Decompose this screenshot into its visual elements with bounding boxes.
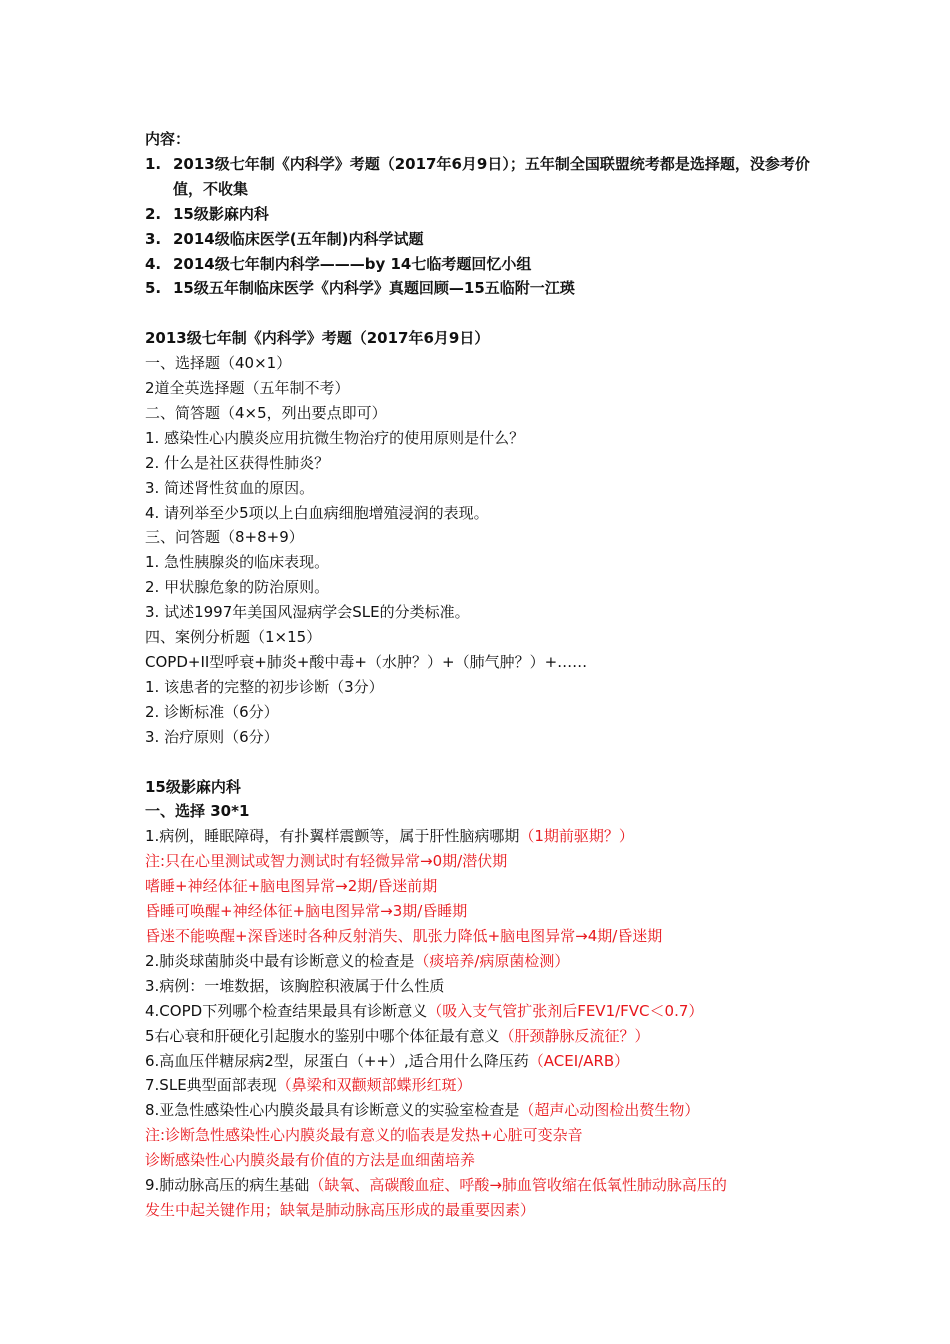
subsection-title: 一、选择 30*1 — [145, 802, 250, 821]
question-line: 6.高血压伴糖尿病2型，尿蛋白（++）,适合用什么降压药（ACEI/ARB） — [145, 1051, 630, 1070]
text-line: 3. 试述1997年美国风湿病学会SLE的分类标准。 — [145, 603, 470, 622]
text-line: 二、简答题（4×5，列出要点即可） — [145, 403, 387, 422]
answer-text: （ACEI/ARB） — [528, 1051, 630, 1070]
text-line: 3. 治疗原则（6分） — [145, 727, 279, 746]
answer-text: （1期前驱期？） — [519, 827, 634, 846]
answer-text: （鼻梁和双颧颊部蝶形红斑） — [276, 1076, 472, 1095]
section-title-2013: 2013级七年制《内科学》考题（2017年6月9日） — [145, 329, 490, 348]
note-line: 昏睡可唤醒+神经体征+脑电图异常→3期/昏睡期 — [145, 902, 468, 921]
question-line: 9.肺动脉高压的病生基础（缺氧、高碳酸血症、呼酸→肺血管收缩在低氧性肺动脉高压的 — [145, 1176, 727, 1195]
note-line: 嗜睡+神经体征+脑电图异常→2期/昏迷前期 — [145, 877, 438, 896]
answer-text: （肝颈静脉反流征？） — [499, 1026, 650, 1045]
question-line: 1.病例，睡眠障碍，有扑翼样震颤等，属于肝性脑病哪期（1期前驱期？） — [145, 827, 634, 846]
question-line: 8.亚急性感染性心内膜炎最具有诊断意义的实验室检查是（超声心动图检出赘生物） — [145, 1101, 700, 1120]
text-line: 1. 感染性心内膜炎应用抗微生物治疗的使用原则是什么？ — [145, 428, 525, 447]
text-line: COPD+II型呼衰+肺炎+酸中毒+（水肿？）+（肺气肿？）+…… — [145, 653, 588, 672]
spacer — [145, 750, 825, 775]
note-line: 诊断感染性心内膜炎最有价值的方法是血细菌培养 — [145, 1151, 476, 1170]
answer-text: （吸入支气管扩张剂后FEV1/FVC＜0.7） — [427, 1001, 704, 1020]
toc-item: 2. 15级影麻内科 — [145, 204, 269, 223]
toc-list — [145, 152, 825, 301]
note-line: 昏迷不能唤醒+深昏迷时各种反射消失、肌张力降低+脑电图异常→4期/昏迷期 — [145, 926, 663, 945]
text-line: 四、案例分析题（1×15） — [145, 628, 322, 647]
question-line: 4.COPD下列哪个检查结果最具有诊断意义（吸入支气管扩张剂后FEV1/FVC＜0.7） — [145, 1001, 704, 1020]
question-line: 2.肺炎球菌肺炎中最有诊断意义的检查是（痰培养/病原菌检测） — [145, 951, 570, 970]
toc-item: 1. 2013级七年制《内科学》考题（2017年6月9日）；五年制全国联盟统考都是选择题，没参考价值，不收集 — [145, 154, 810, 198]
toc-item: 5. 15级五年制临床医学《内科学》真题回顾—15五临附一江瑛 — [145, 279, 575, 298]
answer-continuation: 发生中起关键作用；缺氧是肺动脉高压形成的最重要因素） — [145, 1200, 536, 1219]
answer-text: （超声心动图检出赘生物） — [519, 1101, 700, 1120]
question-line: 5右心衰和肝硬化引起腹水的鉴别中哪个体征最有意义（肝颈静脉反流征？） — [145, 1026, 650, 1045]
text-line: 2. 什么是社区获得性肺炎？ — [145, 453, 330, 472]
text-line: 1. 急性胰腺炎的临床表现。 — [145, 553, 330, 572]
text-line: 2道全英选择题（五年制不考） — [145, 379, 350, 398]
note-line: 注:只在心里测试或智力测试时有轻微异常→0期/潜伏期 — [145, 852, 508, 871]
toc-item: 4. 2014级七年制内科学———by 14七临考题回忆小组 — [145, 254, 532, 273]
document-content — [145, 127, 825, 1223]
spacer — [145, 301, 825, 326]
toc-item: 3. 2014级临床医学(五年制)内科学试题 — [145, 229, 424, 248]
question-line: 3.病例：一堆数据，该胸腔积液属于什么性质 — [145, 976, 445, 995]
text-line: 一、选择题（40×1） — [145, 354, 292, 373]
text-line: 3. 简述肾性贫血的原因。 — [145, 478, 315, 497]
section-title-15: 15级影麻内科 — [145, 777, 241, 796]
question-line: 7.SLE典型面部表现（鼻梁和双颧颊部蝶形红斑） — [145, 1076, 472, 1095]
text-line: 三、问答题（8+8+9） — [145, 528, 304, 547]
answer-text: （痰培养/病原菌检测） — [414, 951, 570, 970]
note-line: 注:诊断急性感染性心内膜炎最有意义的临表是发热+心脏可变杂音 — [145, 1126, 583, 1145]
text-line: 2. 诊断标准（6分） — [145, 702, 279, 721]
text-line: 4. 请列举至少5项以上白血病细胞增殖浸润的表现。 — [145, 503, 489, 522]
text-line: 1. 该患者的完整的初步诊断（3分） — [145, 677, 384, 696]
answer-text: （缺氧、高碳酸血症、呼酸→肺血管收缩在低氧性肺动脉高压的 — [309, 1176, 727, 1195]
toc-heading: 内容： — [145, 130, 191, 148]
text-line: 2. 甲状腺危象的防治原则。 — [145, 578, 330, 597]
